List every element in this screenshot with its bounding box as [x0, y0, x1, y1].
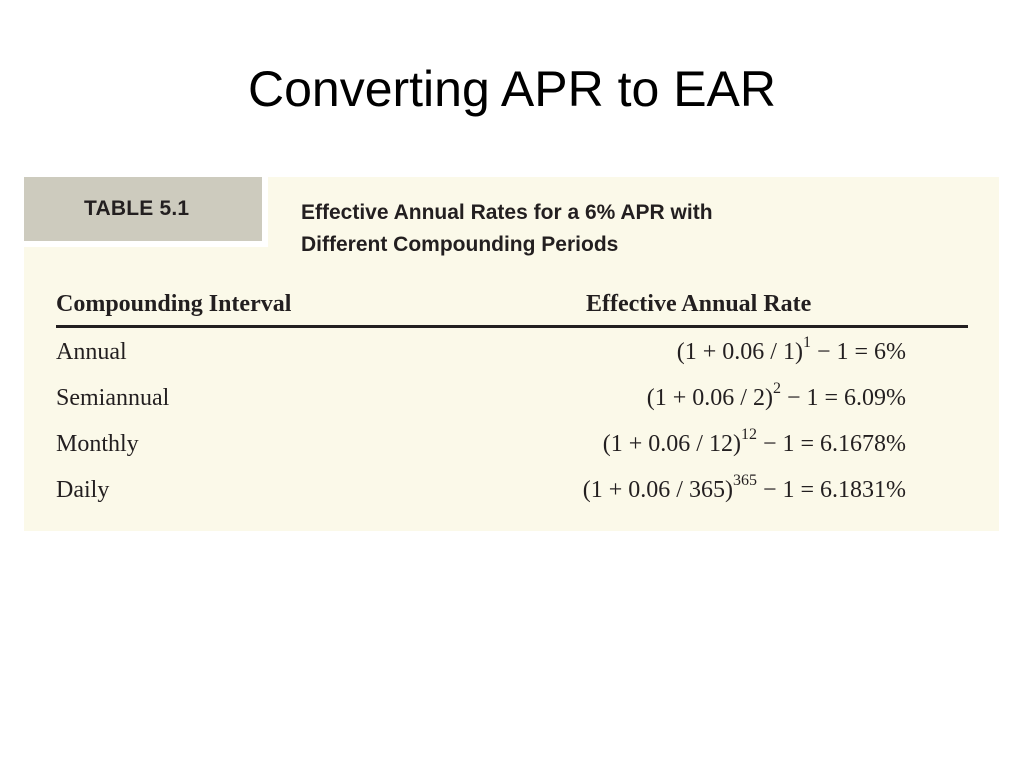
formula-exponent: 365	[732, 472, 757, 489]
rate-formula-cell	[602, 426, 906, 458]
formula-exponent: 12	[740, 426, 757, 443]
table-caption-line-1: Effective Annual Rates for a 6% APR with	[301, 201, 713, 224]
column-header-interval: Compounding Interval	[56, 291, 292, 317]
table-number: TABLE 5.1	[84, 197, 190, 220]
table-panel	[24, 177, 999, 531]
formula-result: − 1 = 6.1678%	[756, 431, 906, 457]
rate-formula-cell	[676, 334, 906, 366]
formula-base: (1 + 0.06 / 365)	[582, 477, 733, 503]
formula-result: − 1 = 6%	[810, 339, 906, 365]
table-caption	[301, 197, 841, 261]
table-caption-line-2: Different Compounding Periods	[301, 233, 619, 256]
formula-result: − 1 = 6.09%	[780, 385, 906, 411]
formula-exponent: 2	[772, 380, 781, 397]
table-row	[56, 422, 968, 468]
interval-cell: Annual	[56, 339, 127, 365]
table-tag	[24, 177, 268, 247]
rates-table	[56, 287, 968, 514]
interval-cell: Daily	[56, 477, 110, 503]
formula-result: − 1 = 6.1831%	[756, 477, 906, 503]
interval-cell: Semiannual	[56, 385, 170, 411]
rate-formula-cell	[646, 380, 906, 412]
formula-base: (1 + 0.06 / 1)	[676, 339, 803, 365]
formula-exponent: 1	[802, 334, 811, 351]
table-row	[56, 468, 968, 514]
column-header-rate: Effective Annual Rate	[586, 291, 812, 317]
table-row	[56, 376, 968, 422]
interval-cell: Monthly	[56, 431, 139, 457]
rate-formula-cell	[582, 472, 906, 504]
formula-base: (1 + 0.06 / 12)	[602, 431, 741, 457]
table-header-row	[56, 287, 968, 328]
slide-title: Converting APR to EAR	[247, 61, 777, 117]
table-body	[56, 328, 968, 514]
table-row	[56, 330, 968, 376]
formula-base: (1 + 0.06 / 2)	[646, 385, 773, 411]
